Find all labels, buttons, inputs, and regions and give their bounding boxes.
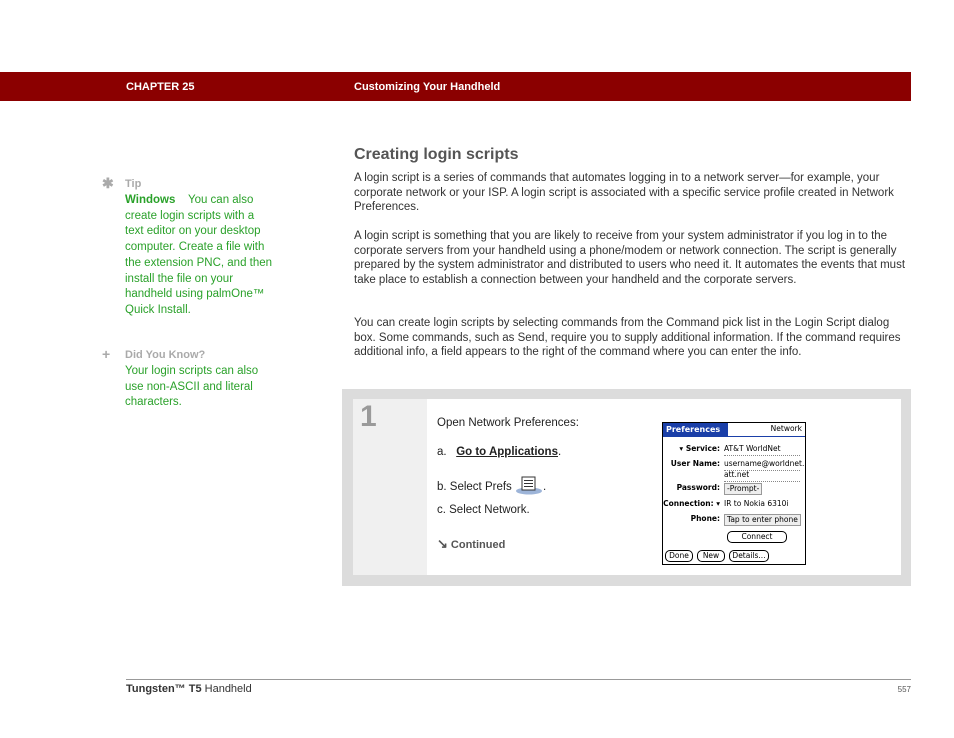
did-you-know-body: Your login scripts can also use non-ASCII and literal characters. [125, 365, 259, 409]
palm-service-label: ▾ Service: [679, 444, 720, 453]
prefs-icon [515, 475, 543, 495]
palm-username-value[interactable]: username@worldnet. [724, 459, 800, 471]
continued-label: Continued [450, 539, 506, 551]
palm-username-label: User Name: [670, 459, 720, 468]
palm-connection-row[interactable] [663, 499, 805, 511]
footer-divider [126, 679, 911, 680]
section-title: Creating login scripts [354, 146, 519, 163]
palm-password-row[interactable] [663, 483, 805, 495]
chapter-title: Customizing Your Handheld [354, 81, 501, 93]
footer-product: Tungsten™ T5 Handheld [126, 683, 252, 695]
step-b [437, 475, 546, 495]
triangle-down-icon: ▾ [716, 499, 720, 508]
step-c: c. Select Network. [437, 504, 530, 516]
palm-connection-label: Connection: ▾ [663, 499, 720, 508]
palm-password-label: Password: [676, 483, 720, 492]
palm-done-button[interactable]: Done [665, 550, 693, 562]
palm-username-row-2[interactable] [663, 470, 805, 482]
tip-body [125, 193, 275, 319]
step-b-text: b. Select Prefs [437, 481, 512, 493]
palm-title: Preferences [663, 423, 728, 436]
did-you-know-label: Did You Know? [125, 349, 206, 361]
continued-note [437, 536, 505, 552]
page-number: 557 [897, 685, 911, 694]
palm-username-value-2[interactable]: att.net [724, 470, 800, 482]
chapter-label: CHAPTER 25 [126, 81, 195, 93]
step-a-suffix: . [557, 446, 562, 458]
go-to-applications-link[interactable]: Go to Applications [456, 446, 558, 458]
palm-new-button[interactable]: New [697, 550, 725, 562]
palm-service-row[interactable] [663, 444, 805, 456]
palm-details-button[interactable]: Details... [729, 550, 769, 562]
palm-phone-value[interactable]: Tap to enter phone [724, 514, 801, 526]
palm-screen [662, 422, 806, 565]
tip-label: Tip [125, 178, 142, 190]
asterisk-icon: ✱ [102, 175, 114, 191]
palm-title-line [663, 436, 805, 437]
arrow-down-right-icon: ↘ [437, 536, 448, 551]
paragraph-3: You can create login scripts by selecting commands from the Command pick list in the Login Script dialog box. Some commands, such as Send, require you to supply additional information. If the command requires additional info, a field appears to the right of the command where you can enter the info. [354, 317, 901, 359]
palm-connection-value[interactable]: IR to Nokia 6310i [724, 499, 789, 508]
step-number: 1 [360, 400, 377, 433]
palm-phone-row[interactable] [663, 514, 805, 526]
triangle-down-icon: ▾ [679, 444, 686, 453]
paragraph-1: A login script is a series of commands that automates logging in to a network server—for example, your corporate network or your ISP. A login script is associated with a specific service profile created in Network Preferences. [354, 172, 894, 214]
palm-connect-button[interactable]: Connect [727, 531, 787, 543]
tip-text: You can also create login scripts with a text editor on your desktop computer. Create a file with the extension PNC, and then install the file on your handheld using palmOne™ Quick Install. [125, 194, 273, 316]
palm-password-value[interactable]: -Prompt- [724, 483, 762, 495]
step-a [437, 446, 561, 458]
step-b-suffix: . [543, 481, 547, 493]
palm-network-label: Network [770, 424, 802, 433]
palm-service-value[interactable]: AT&T WorldNet [724, 444, 800, 456]
palm-phone-label: Phone: [690, 514, 720, 523]
step-intro: Open Network Preferences: [437, 417, 579, 429]
tip-lead: Windows [125, 194, 176, 206]
paragraph-2: A login script is something that you are likely to receive from your system administrator if you log in to the corporate servers from your handheld using a phone/modem or network connection. The script is generally prepared by the system administrator and distributed to users who need it. It automates the events that must take place to establish a connection between your handheld and the corporate servers. [354, 230, 906, 286]
step-a-prefix: a. [437, 446, 447, 458]
plus-icon: + [102, 346, 111, 362]
